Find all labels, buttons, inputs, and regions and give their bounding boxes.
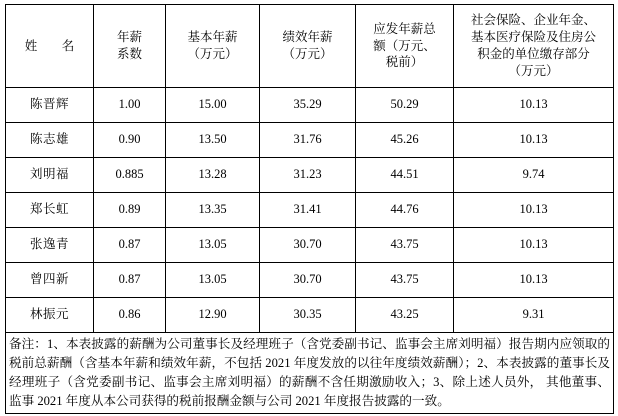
column-header-social-insurance-line4: （万元） [508, 63, 559, 78]
column-header-coefficient-line2: 系数 [116, 47, 142, 61]
cell-performance-salary: 30.70 [260, 263, 356, 298]
table-note-text: 备注：1、本表披露的薪酬为公司董事长及经理班子（含党委副书记、监事会主席刘明福）报告期内应领取的税前总薪酬（含基本年薪和绩效年薪，不包括 2021 年度发放的以往年度绩效薪酬）；2、本表披露的董事长及经理班子（含党委副书记、监事会主席刘明福）的薪酬不含任期激励收入；3、除上述人员外， 其他董事、监事 2021 年度从本公司获得的税前报酬金额与公司 2021 年度报告披露的一致。 [9, 337, 610, 408]
cell-total-salary: 43.75 [356, 228, 454, 263]
table-header [6, 5, 614, 88]
cell-performance-salary: 31.76 [260, 123, 356, 158]
table-body [6, 88, 614, 414]
cell-coefficient: 0.87 [94, 228, 166, 263]
table-row [6, 88, 614, 123]
table-row [6, 228, 614, 263]
table-note-cell [6, 333, 614, 414]
cell-base-salary: 13.28 [166, 158, 260, 193]
cell-base-salary: 13.05 [166, 263, 260, 298]
cell-social-insurance: 10.13 [454, 228, 614, 263]
table-row [6, 298, 614, 333]
column-header-total-salary-line3: 税前） [385, 55, 424, 70]
column-header-total-salary-line2: 额（万元、 [373, 38, 436, 53]
column-header-social-insurance-line3: 积金的单位缴存部分 [477, 47, 590, 61]
cell-name: 张逸青 [6, 228, 94, 263]
cell-social-insurance: 9.74 [454, 158, 614, 193]
cell-performance-salary: 31.23 [260, 158, 356, 193]
cell-social-insurance: 10.13 [454, 88, 614, 123]
cell-coefficient: 1.00 [94, 88, 166, 123]
cell-total-salary: 43.25 [356, 298, 454, 333]
column-header-performance-salary-line1: 绩效年薪 [282, 30, 333, 45]
column-header-performance-salary [260, 5, 356, 88]
column-header-name-text: 姓 名 [24, 38, 81, 53]
cell-name: 刘明福 [6, 158, 94, 193]
column-header-name [6, 5, 94, 88]
table-row [6, 123, 614, 158]
cell-base-salary: 13.05 [166, 228, 260, 263]
salary-disclosure-page [0, 4, 618, 416]
cell-name: 曾四新 [6, 263, 94, 298]
cell-total-salary: 43.75 [356, 263, 454, 298]
column-header-total-salary-line1: 应发年薪总 [373, 21, 436, 36]
column-header-coefficient [94, 5, 166, 88]
cell-total-salary: 45.26 [356, 123, 454, 158]
table-row [6, 158, 614, 193]
column-header-base-salary-line2: （万元） [187, 47, 238, 61]
table-header-row [6, 5, 614, 88]
cell-base-salary: 13.50 [166, 123, 260, 158]
cell-coefficient: 0.90 [94, 123, 166, 158]
cell-performance-salary: 35.29 [260, 88, 356, 123]
cell-social-insurance: 10.13 [454, 193, 614, 228]
column-header-performance-salary-line2: （万元） [282, 47, 333, 61]
cell-performance-salary: 30.35 [260, 298, 356, 333]
cell-total-salary: 50.29 [356, 88, 454, 123]
cell-performance-salary: 30.70 [260, 228, 356, 263]
salary-table [5, 4, 614, 414]
column-header-social-insurance-line1: 社会保险、企业年金、 [470, 13, 596, 28]
column-header-social-insurance [454, 5, 614, 88]
cell-total-salary: 44.51 [356, 158, 454, 193]
cell-coefficient: 0.86 [94, 298, 166, 333]
cell-coefficient: 0.87 [94, 263, 166, 298]
cell-coefficient: 0.885 [94, 158, 166, 193]
column-header-base-salary-line1: 基本年薪 [187, 30, 238, 45]
cell-name: 林振元 [6, 298, 94, 333]
cell-name: 郑长虹 [6, 193, 94, 228]
cell-social-insurance: 10.13 [454, 123, 614, 158]
cell-base-salary: 12.90 [166, 298, 260, 333]
column-header-coefficient-line1: 年薪 [116, 30, 142, 45]
cell-coefficient: 0.89 [94, 193, 166, 228]
cell-base-salary: 15.00 [166, 88, 260, 123]
cell-social-insurance: 10.13 [454, 263, 614, 298]
column-header-social-insurance-line2: 基本医疗保险及住房公 [470, 30, 596, 45]
table-row [6, 193, 614, 228]
cell-total-salary: 44.76 [356, 193, 454, 228]
cell-name: 陈志雄 [6, 123, 94, 158]
cell-social-insurance: 9.31 [454, 298, 614, 333]
table-row [6, 263, 614, 298]
column-header-total-salary [356, 5, 454, 88]
cell-name: 陈晋辉 [6, 88, 94, 123]
column-header-base-salary [166, 5, 260, 88]
table-note-row [6, 333, 614, 414]
cell-base-salary: 13.35 [166, 193, 260, 228]
cell-performance-salary: 31.41 [260, 193, 356, 228]
